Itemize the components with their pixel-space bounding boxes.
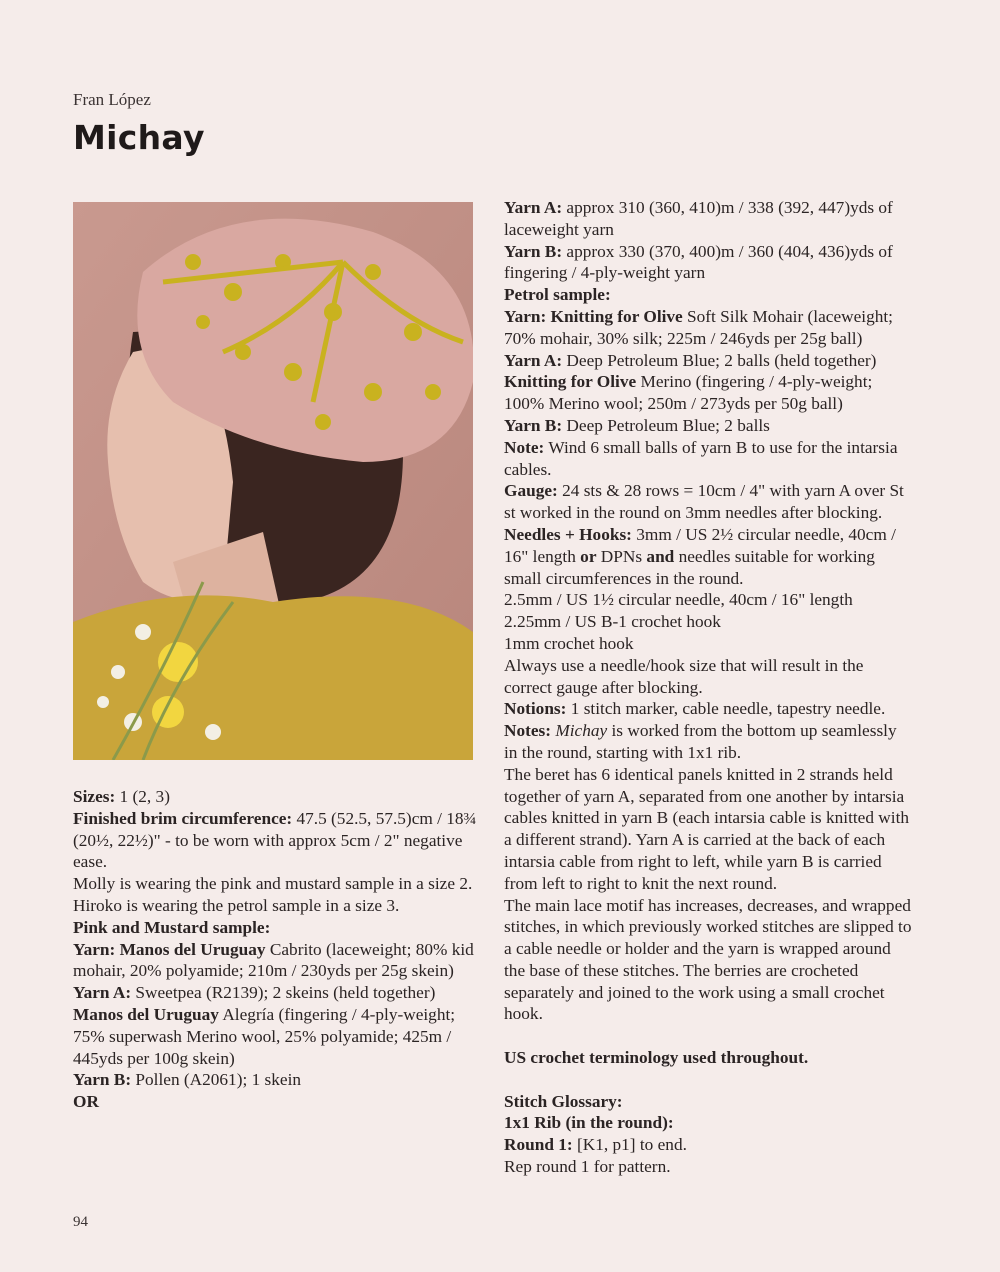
petrol-yarn-b: Yarn B: Deep Petroleum Blue; 2 balls xyxy=(504,415,770,435)
molly-note: Molly is wearing the pink and mustard sample in a size 2. xyxy=(73,874,473,894)
rib-heading: 1x1 Rib (in the round): xyxy=(504,1113,674,1133)
needle-2: 2.5mm / US 1½ circular needle, 40cm / 16" length xyxy=(504,590,853,610)
needle-3: 2.25mm / US B-1 crochet hook xyxy=(504,612,721,632)
pattern-title: Michay xyxy=(73,118,205,157)
hiroko-note: Hiroko is wearing the petrol sample in a size 3. xyxy=(73,895,400,915)
model-photo xyxy=(73,202,473,760)
pink-sample-heading: Pink and Mustard sample: xyxy=(73,917,271,937)
page-number: 94 xyxy=(73,1214,88,1230)
glossary-heading: Stitch Glossary: xyxy=(504,1091,623,1111)
petrol-yarn: Yarn: Knitting for Olive Soft Silk Mohair (laceweight; 70% mohair, 30% silk; 225m / 246yds per 25g ball) xyxy=(504,306,893,348)
notes: Notes: Michay is worked from the bottom up seamlessly in the round, starting with 1x1 rib. xyxy=(504,721,897,762)
needles-hooks: Needles + Hooks: 3mm / US 2½ circular needle, 40cm / 16" length or DPNs and needles suitable for working small circumferences in the round. xyxy=(504,524,896,588)
petrol-heading: Petrol sample: xyxy=(504,285,611,305)
pink-yarn-b: Yarn B: Pollen (A2061); 1 skein xyxy=(73,1070,302,1090)
note: Note: Wind 6 small balls of yarn B to use for the intarsia cables. xyxy=(504,437,898,479)
manos-yarn: Manos del Uruguay Alegría (fingering / 4-ply-weight; 75% superwash Merino wool, 25% polyamide; 425m / 445yds per 100g skein) xyxy=(73,1004,456,1068)
always-note: Always use a needle/hook size that will result in the correct gauge after blocking. xyxy=(504,655,864,697)
yarn-a-total: Yarn A: approx 310 (360, 410)m / 338 (392, 447)yds of laceweight yarn xyxy=(504,198,893,239)
pink-yarn-a: Yarn A: Sweetpea (R2139); 2 skeins (held together) xyxy=(73,983,436,1003)
or-separator: OR xyxy=(73,1092,99,1112)
photo-model-beret-icon xyxy=(73,202,473,760)
left-column xyxy=(73,786,483,1113)
pink-yarn: Yarn: Manos del Uruguay Cabrito (laceweight; 80% kid mohair, 20% polyamide; 210m / 230yds per 25g skein) xyxy=(73,939,474,981)
round-1: Round 1: [K1, p1] to end. xyxy=(504,1135,687,1155)
needle-4: 1mm crochet hook xyxy=(504,633,634,653)
right-column xyxy=(504,197,914,1178)
brim-circumference: Finished brim circumference: 47.5 (52.5, 57.5)cm / 18¾ (20½, 22½)" - to be worn with approx 5cm / 2" negative ease. xyxy=(73,808,477,872)
us-terminology: US crochet terminology used throughout. xyxy=(504,1048,809,1068)
lace-paragraph: The main lace motif has increases, decreases, and wrapped stitches, in which previously worked stitches are slipped to a cable needle or holder and the yarn is wrapped around the base of these stitches. The berries are crocheted separately and joined to the work using a small crochet hook. xyxy=(504,895,912,1024)
notions: Notions: 1 stitch marker, cable needle, tapestry needle. xyxy=(504,699,886,719)
author-name: Fran López xyxy=(73,90,151,109)
sizes: Sizes: 1 (2, 3) xyxy=(73,787,170,806)
beret-paragraph: The beret has 6 identical panels knitted in 2 strands held together of yarn A, separated from one another by intarsia cables knitted in yarn B (each intarsia cable is knitted with a different strand). Yarn A is carried at the back of each intarsia cable from right to left, while yarn B is carried from left to right to knit the next round. xyxy=(504,764,910,893)
kfo-merino: Knitting for Olive Merino (fingering / 4-ply-weight; 100% Merino wool; 250m / 273yds per 50g ball) xyxy=(504,372,873,414)
petrol-yarn-a: Yarn A: Deep Petroleum Blue; 2 balls (held together) xyxy=(504,350,877,370)
repeat-note: Rep round 1 for pattern. xyxy=(504,1157,671,1177)
yarn-b-total: Yarn B: approx 330 (370, 400)m / 360 (404, 436)yds of fingering / 4-ply-weight yarn xyxy=(504,241,893,283)
gauge: Gauge: 24 sts & 28 rows = 10cm / 4" with yarn A over St st worked in the round on 3mm needles after blocking. xyxy=(504,481,904,523)
